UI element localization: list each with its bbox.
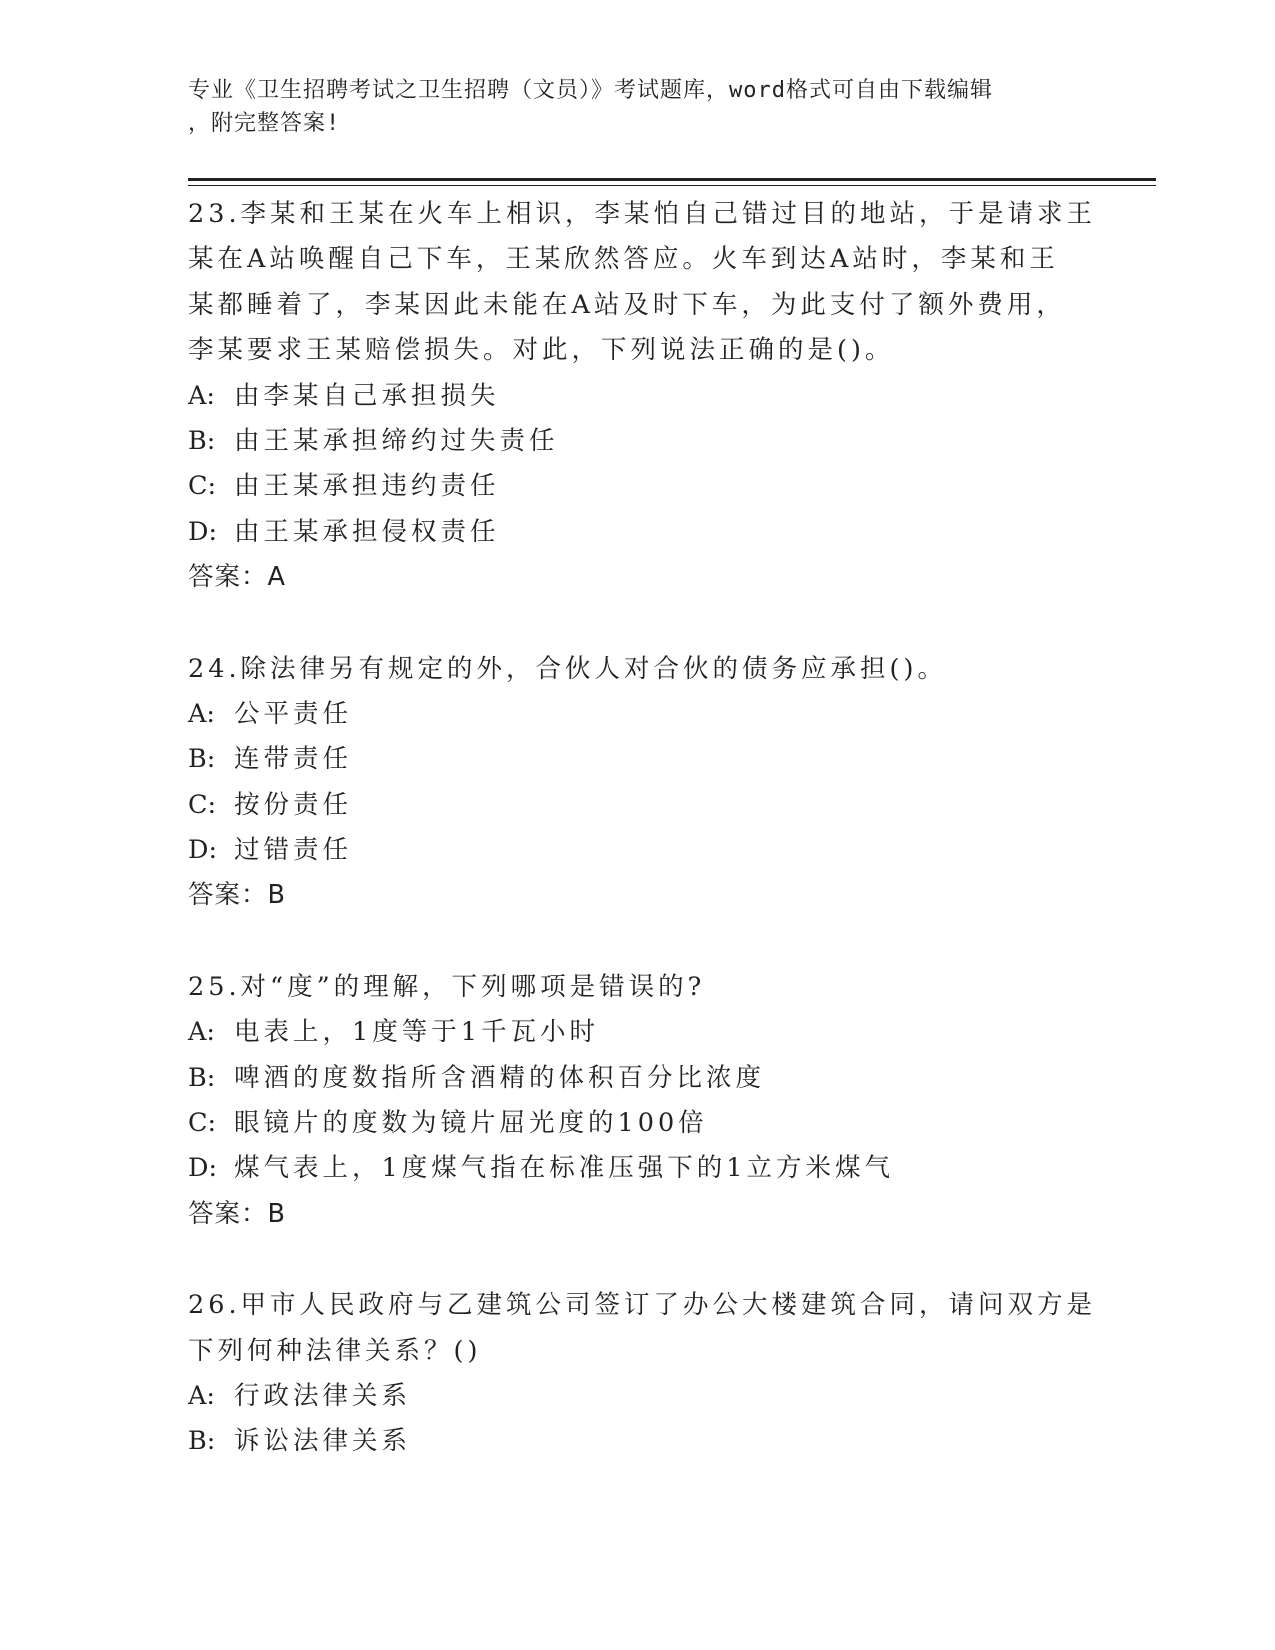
option-b [188, 1056, 1088, 1101]
option-key: D: [188, 516, 218, 547]
option-key: B: [188, 744, 216, 775]
option-d [188, 828, 1088, 873]
option-c [188, 783, 1088, 828]
question-text-line: 某都睡着了，李某因此未能在A站及时下车，为此支付了额外费用， [188, 289, 1066, 320]
option-key: A: [188, 698, 216, 729]
option-text: 啤酒的度数指所含酒精的体积百分比浓度 [234, 1062, 766, 1093]
document-header [188, 74, 1078, 140]
option-text: 公平责任 [234, 698, 353, 729]
option-text: 煤气表上，1度煤气指在标准压强下的1立方米煤气 [234, 1153, 894, 1184]
option-b [188, 419, 1088, 464]
question-24 [188, 647, 1088, 919]
option-text: 眼镜片的度数为镜片屈光度的100倍 [234, 1108, 708, 1139]
option-text: 由李某自己承担损失 [234, 380, 500, 411]
answer-line: 答案：B [188, 1198, 286, 1229]
question-text-line: 26.甲市人民政府与乙建筑公司签订了办公大楼建筑合同，请问双方是 [188, 1290, 1097, 1321]
option-text: 按份责任 [234, 789, 353, 820]
option-key: A: [188, 380, 216, 411]
option-c [188, 1101, 1088, 1146]
option-a [188, 1374, 1088, 1419]
option-key: C: [188, 1108, 217, 1139]
header-subtitle-line: ，附完整答案! [188, 111, 341, 136]
option-key: C: [188, 471, 217, 502]
option-text: 电表上，1度等于1千瓦小时 [234, 1017, 599, 1048]
question-text-line: 24.除法律另有规定的外，合伙人对合伙的债务应承担()。 [188, 653, 947, 684]
question-text-line: 25.对“度”的理解，下列哪项是错误的? [188, 971, 706, 1002]
option-b [188, 737, 1088, 782]
option-d [188, 1146, 1088, 1191]
header-divider-thin [188, 185, 1156, 186]
header-divider-thick [188, 178, 1156, 181]
question-text-line: 某在A站唤醒自己下车，王某欣然答应。火车到达A站时，李某和王 [188, 244, 1059, 275]
question-text-line: 李某要求王某赔偿损失。对此，下列说法正确的是()。 [188, 335, 895, 366]
option-key: A: [188, 1017, 216, 1048]
option-a [188, 1010, 1088, 1055]
header-title-line: 专业《卫生招聘考试之卫生招聘（文员）》考试题库，word格式可自由下载编辑 [188, 78, 993, 103]
option-key: A: [188, 1380, 216, 1411]
option-text: 过错责任 [234, 835, 353, 866]
option-text: 由王某承担违约责任 [234, 471, 500, 502]
question-text-line: 23.李某和王某在火车上相识，李某怕自己错过目的地站，于是请求王 [188, 199, 1097, 229]
option-text: 诉讼法律关系 [234, 1426, 412, 1457]
option-text: 行政法律关系 [234, 1380, 412, 1411]
option-a [188, 374, 1088, 419]
option-text: 由王某承担侵权责任 [234, 516, 500, 547]
option-key: B: [188, 425, 216, 456]
option-key: D: [188, 1153, 218, 1184]
option-key: D: [188, 835, 218, 866]
option-b [188, 1419, 1088, 1464]
option-a [188, 692, 1088, 737]
question-25 [188, 965, 1088, 1237]
option-d [188, 510, 1088, 555]
option-key: B: [188, 1062, 216, 1093]
question-26 [188, 1283, 1097, 1465]
option-key: C: [188, 789, 217, 820]
answer-line: 答案：A [188, 562, 286, 593]
option-text: 连带责任 [234, 744, 353, 775]
question-23 [188, 192, 1097, 601]
question-text-line: 下列何种法律关系？() [188, 1335, 482, 1366]
option-text: 由王某承担缔约过失责任 [234, 425, 559, 456]
option-key: B: [188, 1426, 216, 1457]
option-c [188, 464, 1088, 509]
question-list [188, 192, 1097, 1511]
answer-line: 答案：B [188, 880, 286, 911]
